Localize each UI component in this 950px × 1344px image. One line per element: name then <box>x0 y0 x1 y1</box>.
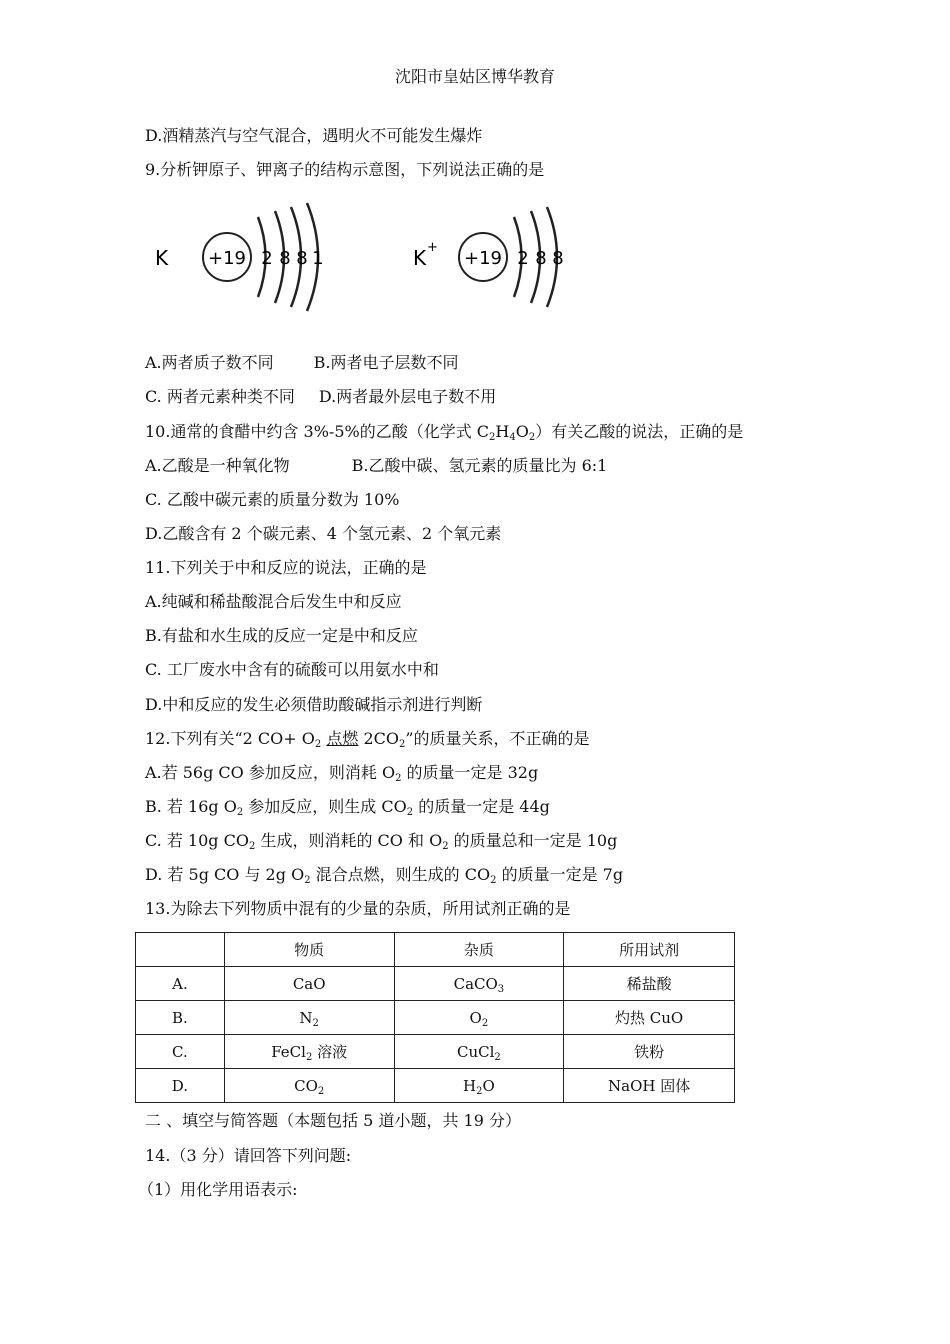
impurity-cell <box>394 1035 564 1069</box>
table-header-cell: 所用试剂 <box>564 933 735 967</box>
ion-charge: + <box>427 240 438 255</box>
q10-option-c: C. 乙酸中碳元素的质量分数为 10% <box>145 490 400 509</box>
table-row <box>136 967 735 1001</box>
subscript: 2 <box>442 841 449 852</box>
q14-stem: 14.（3 分）请回答下列问题: <box>145 1146 352 1165</box>
q12-option-b <box>145 796 550 818</box>
q13-table <box>135 932 735 1103</box>
ion-symbol: K <box>413 246 427 270</box>
subscript: 2 <box>305 1052 313 1063</box>
subscript: 2 <box>490 875 497 886</box>
q12-stem-text: 12.下列有关“2 CO+ O <box>145 729 315 748</box>
q9-options-ab <box>145 352 459 374</box>
option-text: C. 若 10g CO <box>145 831 249 850</box>
q10-stem-text: 10.通常的食醋中约含 3%-5%的乙酸（化学式 C <box>145 422 490 441</box>
atom-shell-electrons: 2 <box>261 248 273 269</box>
formula-part: CaCO <box>453 974 498 993</box>
ion-shell-electrons: 2 <box>517 248 529 269</box>
q10-options-ab <box>145 455 607 477</box>
section-2-heading: 二 、填空与简答题（本题包括 5 道小题，共 19 分） <box>145 1111 521 1130</box>
atom-nucleus-charge: +19 <box>208 248 246 269</box>
q12-option-d <box>145 864 623 886</box>
potassium-atom-diagram <box>155 203 324 311</box>
formula-part: O <box>515 422 529 441</box>
option-text: 的质量总和一定是 10g <box>448 831 618 850</box>
q8-option-d: D.酒精蒸汽与空气混合，遇明火不可能发生爆炸 <box>145 126 483 145</box>
formula-part: H <box>495 422 510 441</box>
substance-cell <box>224 1001 394 1035</box>
subscript: 2 <box>312 1017 319 1029</box>
table-header-cell <box>136 933 225 967</box>
q10-option-a: A.乙酸是一种氧化物 <box>145 456 290 475</box>
row-label: D. <box>136 1069 225 1103</box>
reagent-cell: 灼热 CuO <box>564 1001 735 1035</box>
option-text: 混合点燃，则生成的 CO <box>310 865 491 884</box>
q10-option-d: D.乙酸含有 2 个碳元素、4 个氢元素、2 个氧元素 <box>145 524 502 543</box>
subscript: 2 <box>481 1017 489 1029</box>
table-header-cell: 杂质 <box>394 933 564 967</box>
subscript: 2 <box>406 807 414 818</box>
q10-option-b: B.乙酸中碳、氢元素的质量比为 6:1 <box>351 456 608 475</box>
q12-option-a <box>145 762 538 784</box>
subscript: 2 <box>317 1085 325 1097</box>
atom-shell-electrons: 1 <box>312 248 324 269</box>
option-text: 参加反应，则生成 CO <box>243 797 407 816</box>
potassium-ion-diagram <box>413 207 564 307</box>
q9-stem: 9.分析钾原子、钾离子的结构示意图，下列说法正确的是 <box>145 160 545 179</box>
q11-option-a: A.纯碱和稀盐酸混合后发生中和反应 <box>145 592 402 611</box>
option-text: 生成，则消耗的 CO 和 O <box>255 831 443 850</box>
reagent-cell: NaOH 固体 <box>564 1069 735 1103</box>
page-header: 沈阳市皇姑区博华教育 <box>394 67 555 86</box>
q9-option-c: C. 两者元素种类不同 <box>145 387 295 406</box>
table-row <box>136 1001 735 1035</box>
option-text: 的质量一定是 44g <box>413 797 550 816</box>
q11-stem: 11.下列关于中和反应的说法，正确的是 <box>145 558 427 577</box>
q9-option-b: B.两者电子层数不同 <box>313 353 459 372</box>
formula-part: H <box>463 1076 477 1095</box>
formula-part: O <box>482 1076 495 1095</box>
q12-stem <box>145 728 590 750</box>
reaction-condition: 点燃 <box>326 729 359 748</box>
formula-part: 溶液 <box>312 1043 348 1061</box>
q12-stem-text: ”的质量关系，不正确的是 <box>405 729 590 748</box>
formula-part: CO <box>294 1076 318 1095</box>
ion-nucleus-charge: +19 <box>464 248 502 269</box>
q9-option-d: D.两者最外层电子数不用 <box>318 387 497 406</box>
formula-part: O <box>469 1008 482 1027</box>
q13-stem: 13.为除去下列物质中混有的少量的杂质，所用试剂正确的是 <box>145 899 571 918</box>
reaction-product: 2CO <box>358 729 399 748</box>
q9-option-a: A.两者质子数不同 <box>145 353 274 372</box>
subscript: 2 <box>304 875 311 886</box>
formula-part: CuCl <box>456 1042 495 1061</box>
ion-shell-electrons: 8 <box>552 248 564 269</box>
formula-part: FeCl <box>271 1043 306 1061</box>
subscript: 2 <box>398 739 406 750</box>
row-label: C. <box>136 1035 225 1069</box>
option-text: 的质量一定是 7g <box>496 865 624 884</box>
formula-part: N <box>299 1008 313 1027</box>
atom-symbol: K <box>155 246 169 270</box>
option-text: 的质量一定是 32g <box>401 763 539 782</box>
subscript: 2 <box>528 432 536 443</box>
substance-cell: CaO <box>224 967 394 1001</box>
option-text: D. 若 5g CO 与 2g O <box>145 865 305 884</box>
substance-cell <box>224 1069 394 1103</box>
reagent-cell: 铁粉 <box>564 1035 735 1069</box>
q12-option-c <box>145 830 617 852</box>
impurity-cell <box>394 1069 564 1103</box>
row-label: A. <box>136 967 225 1001</box>
q11-option-b: B.有盐和水生成的反应一定是中和反应 <box>145 626 418 645</box>
reagent-cell: 稀盐酸 <box>564 967 735 1001</box>
subscript: 2 <box>395 773 402 784</box>
subscript: 2 <box>476 1085 483 1097</box>
substance-cell <box>224 1035 394 1069</box>
atom-shell-electrons: 8 <box>296 248 308 269</box>
q10-stem <box>145 421 743 443</box>
table-header-cell: 物质 <box>224 933 394 967</box>
q11-option-d: D.中和反应的发生必须借助酸碱指示剂进行判断 <box>145 695 483 714</box>
table-row <box>136 1069 735 1103</box>
q9-options-cd <box>145 386 496 408</box>
option-text: A.若 56g CO 参加反应，则消耗 O <box>145 763 396 782</box>
q10-stem-text: ）有关乙酸的说法，正确的是 <box>535 422 744 441</box>
q11-option-c: C. 工厂废水中含有的硫酸可以用氨水中和 <box>145 660 439 679</box>
subscript: 4 <box>509 432 516 443</box>
subscript: 2 <box>489 432 496 443</box>
subscript: 2 <box>314 739 322 750</box>
impurity-cell <box>394 967 564 1001</box>
table-header-row <box>136 933 735 967</box>
atom-shell-electrons: 8 <box>279 248 291 269</box>
row-label: B. <box>136 1001 225 1035</box>
ion-shell-electrons: 8 <box>535 248 547 269</box>
subscript: 2 <box>494 1051 501 1063</box>
subscript: 3 <box>497 983 505 995</box>
impurity-cell <box>394 1001 564 1035</box>
q14-subquestion-1: （1）用化学用语表示: <box>138 1180 298 1199</box>
option-text: B. 若 16g O <box>145 797 237 816</box>
table-row <box>136 1035 735 1069</box>
potassium-structure-diagram <box>145 195 605 320</box>
subscript: 2 <box>236 807 244 818</box>
subscript: 2 <box>248 841 256 852</box>
